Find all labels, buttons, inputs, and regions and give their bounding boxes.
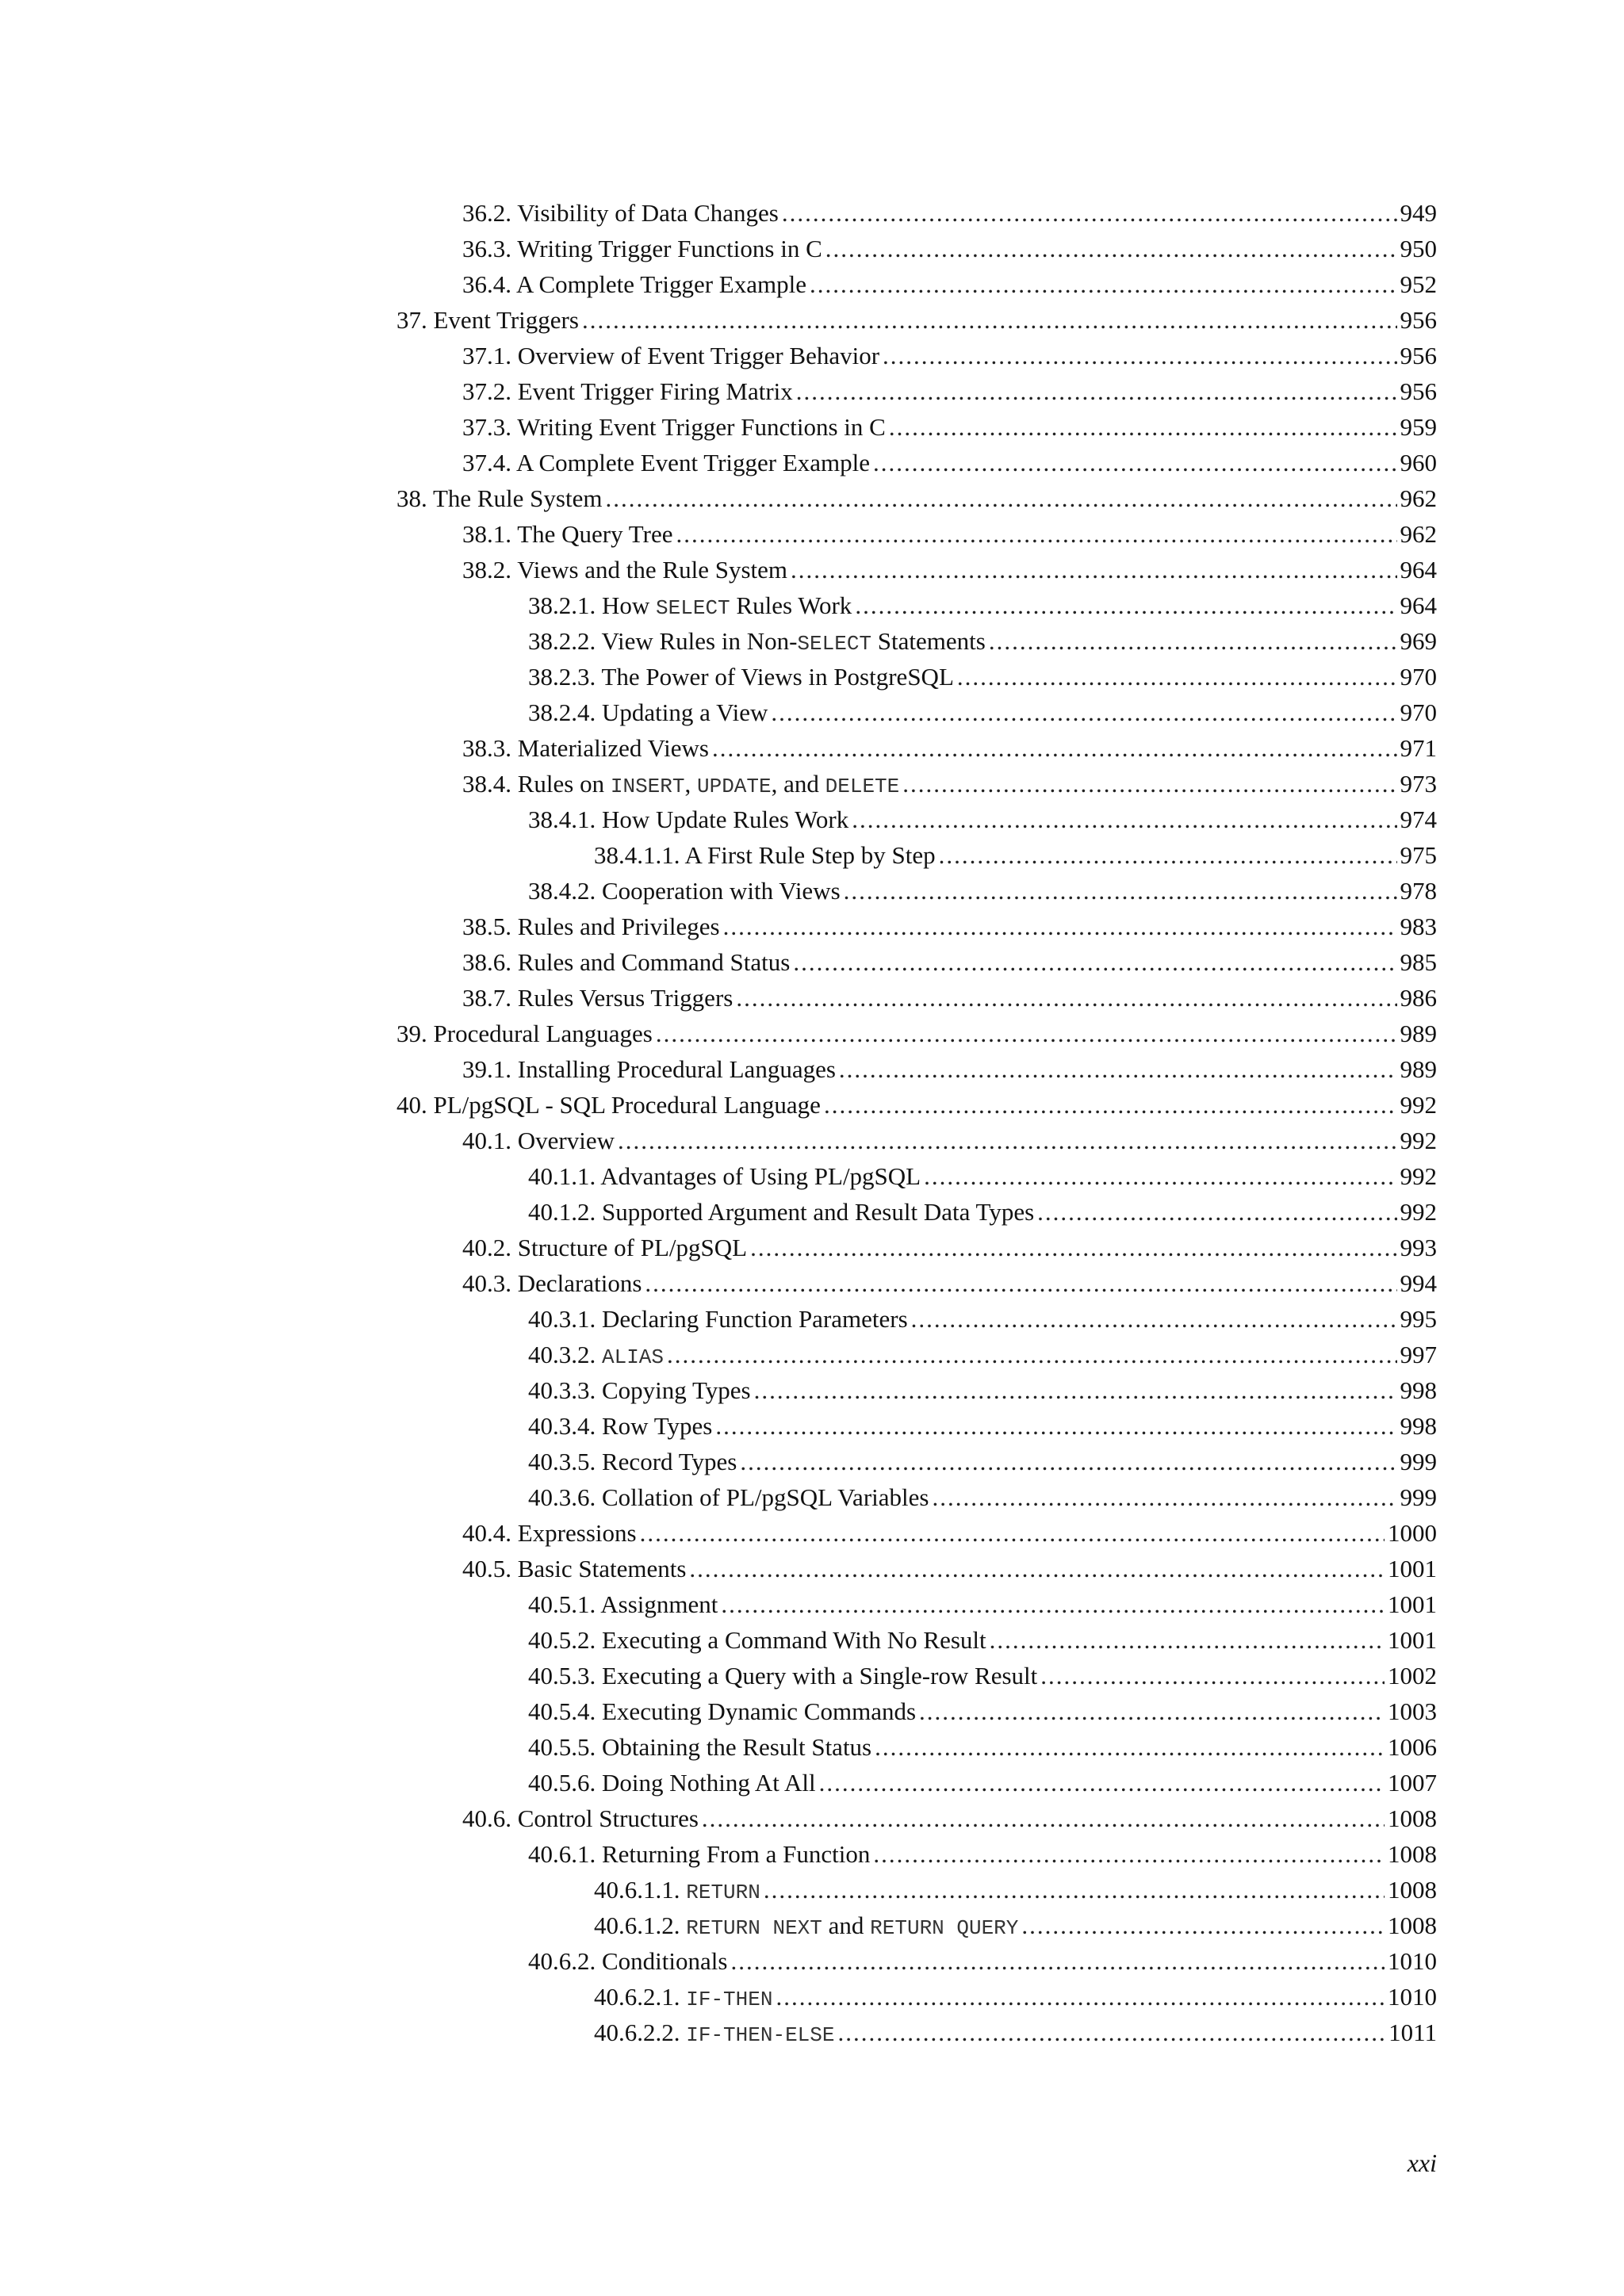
toc-code-literal: SELECT: [656, 596, 730, 620]
toc-entry[interactable]: [396, 1444, 1437, 1479]
toc-entry-title: [462, 1515, 637, 1551]
toc-title-text: 40.3. Declarations: [462, 1269, 642, 1297]
toc-title-text: 40. PL/pgSQL - SQL Procedural Language: [396, 1091, 821, 1119]
toc-entry[interactable]: [396, 837, 1437, 873]
toc-entry-title: [396, 480, 602, 516]
toc-entry[interactable]: [396, 302, 1437, 338]
toc-entry[interactable]: [396, 409, 1437, 445]
toc-title-text: 38.3. Materialized Views: [462, 734, 709, 762]
toc-title-text: 40.2. Structure of PL/pgSQL: [462, 1234, 748, 1261]
toc-page-number: 1010: [1388, 1947, 1437, 1975]
toc-entry[interactable]: [396, 1265, 1437, 1301]
toc-entry-title: [462, 552, 787, 587]
toc-page-number: 1008: [1388, 1804, 1437, 1832]
toc-code-literal: INSERT: [610, 775, 685, 798]
dot-leader: [750, 1230, 1396, 1265]
toc-entry[interactable]: [396, 873, 1437, 909]
toc-entry[interactable]: [396, 1729, 1437, 1765]
toc-entry-title: [462, 944, 790, 980]
toc-entry[interactable]: [396, 1230, 1437, 1265]
toc-title-text: 36.3. Writing Trigger Functions in C: [462, 235, 822, 262]
toc-entry-title: [528, 587, 852, 626]
toc-title-text: 40.3.3. Copying Types: [528, 1376, 751, 1404]
toc-page-number: 994: [1400, 1269, 1437, 1297]
toc-title-text: 40.5.2. Executing a Command With No Result: [528, 1626, 986, 1654]
toc-title-text: 40.1.2. Supported Argument and Result Data Types: [528, 1198, 1035, 1226]
toc-title-text: 40.3.6. Collation of PL/pgSQL Variables: [528, 1483, 929, 1511]
toc-entry-title: [462, 445, 870, 480]
toc-entry[interactable]: [396, 802, 1437, 837]
toc-title-text: 38.2.4. Updating a View: [528, 698, 768, 726]
toc-entry[interactable]: [396, 1872, 1437, 1908]
toc-entry[interactable]: [396, 1765, 1437, 1800]
toc-page-number: 960: [1400, 449, 1437, 476]
toc-title-text: 37. Event Triggers: [396, 306, 579, 334]
toc-entry-title: [528, 1943, 727, 1979]
toc-title-text: 38.2.2. View Rules in Non-: [528, 627, 798, 655]
toc-entry-title: [528, 1194, 1034, 1230]
dot-leader: [919, 1693, 1385, 1729]
toc-code-literal: SELECT: [797, 632, 872, 656]
dot-leader: [1021, 1908, 1385, 1943]
toc-page-number: 985: [1400, 948, 1437, 976]
dot-leader: [990, 1622, 1385, 1658]
toc-entry[interactable]: [396, 552, 1437, 587]
toc-title-text: 38.4.2. Cooperation with Views: [528, 877, 841, 905]
toc-page-number: 970: [1400, 663, 1437, 691]
toc-entry-title: [462, 1123, 615, 1158]
toc-entry-title: [528, 1729, 871, 1765]
toc-entry[interactable]: [396, 516, 1437, 552]
toc-page-number: 959: [1400, 413, 1437, 441]
toc-page-number: 1001: [1388, 1626, 1437, 1654]
toc-title-text: 40.6.1. Returning From a Function: [528, 1840, 871, 1868]
toc-entry[interactable]: [396, 266, 1437, 302]
toc-title-text: 37.1. Overview of Event Trigger Behavior: [462, 342, 880, 369]
toc-code-literal: DELETE: [825, 775, 900, 798]
toc-page-number: 956: [1400, 342, 1437, 369]
toc-title-text: 40.6.2.1.: [594, 1983, 687, 2011]
dot-leader: [902, 766, 1396, 802]
toc-page-number: 1011: [1388, 2019, 1437, 2046]
toc-entry-title: [462, 266, 806, 302]
toc-title-text: ,: [684, 770, 697, 798]
dot-leader: [702, 1800, 1385, 1836]
toc-page-number: 1003: [1388, 1697, 1437, 1725]
toc-entry-title: [528, 1408, 712, 1444]
toc-entry[interactable]: [396, 587, 1437, 623]
toc-page-number: 962: [1400, 484, 1437, 512]
toc-code-literal: UPDATE: [697, 775, 772, 798]
toc-title-text: 39. Procedural Languages: [396, 1020, 653, 1047]
toc-title-text: and: [822, 1911, 871, 1939]
toc-entry[interactable]: [396, 695, 1437, 730]
toc-entry-title: [528, 695, 768, 730]
toc-entry-title: [462, 516, 672, 552]
dot-leader: [771, 695, 1396, 730]
toc-entry-title: [462, 1265, 642, 1301]
toc-entry[interactable]: [396, 480, 1437, 516]
toc-entry[interactable]: [396, 623, 1437, 659]
toc-entry[interactable]: [396, 1301, 1437, 1337]
dot-leader: [791, 552, 1396, 587]
dot-leader: [889, 409, 1397, 445]
dot-leader: [989, 623, 1397, 659]
toc-entry[interactable]: [396, 1836, 1437, 1872]
toc-page-number: 986: [1400, 984, 1437, 1012]
dot-leader: [957, 659, 1397, 695]
toc-entry[interactable]: [396, 909, 1437, 944]
toc-title-text: 38.5. Rules and Privileges: [462, 913, 720, 940]
dot-leader: [715, 1408, 1396, 1444]
toc-title-text: Statements: [871, 627, 986, 655]
toc-entry[interactable]: [396, 1515, 1437, 1551]
toc-page-number: 964: [1400, 591, 1437, 619]
toc-entry[interactable]: [396, 659, 1437, 695]
dot-leader: [712, 730, 1397, 766]
toc-entry-title: [528, 802, 848, 837]
toc-title-text: 40.6.2. Conditionals: [528, 1947, 728, 1975]
toc-title-text: 38.2.1. How: [528, 591, 657, 619]
toc-entry[interactable]: [396, 445, 1437, 480]
toc-entry-title: [462, 1051, 836, 1087]
toc-entry-title: [594, 1979, 772, 2018]
toc-entry[interactable]: [396, 1979, 1437, 2015]
toc-title-text: 40.6.1.2.: [594, 1911, 687, 1939]
toc-code-literal: RETURN: [686, 1881, 760, 1904]
toc-title-text: 40.1. Overview: [462, 1127, 615, 1154]
toc-entry-title: [462, 373, 793, 409]
toc-title-text: 40.6.2.2.: [594, 2019, 687, 2046]
toc-entry-title: [594, 1872, 760, 1911]
toc-title-text: 40.3.2.: [528, 1341, 602, 1368]
toc-title-text: , and: [771, 770, 825, 798]
toc-entry[interactable]: [396, 1158, 1437, 1194]
toc-entry-title: [396, 1016, 653, 1051]
toc-entry-title: [528, 1836, 870, 1872]
toc-page-number: 971: [1400, 734, 1437, 762]
toc-entry-title: [396, 302, 579, 338]
toc-entry[interactable]: [396, 231, 1437, 266]
dot-leader: [618, 1123, 1397, 1158]
toc-entry-title: [528, 1693, 916, 1729]
toc-title-text: 40.3.1. Declaring Function Parameters: [528, 1305, 908, 1333]
toc-entry-title: [594, 2015, 834, 2053]
toc-entry[interactable]: [396, 1408, 1437, 1444]
dot-leader: [723, 909, 1397, 944]
dot-leader: [924, 1158, 1396, 1194]
toc-page-number: 989: [1400, 1020, 1437, 1047]
toc-entry[interactable]: [396, 338, 1437, 373]
dot-leader: [689, 1551, 1385, 1586]
toc-title-text: 38.6. Rules and Command Status: [462, 948, 791, 976]
toc-page-number: 992: [1400, 1091, 1437, 1119]
dot-leader: [939, 837, 1397, 873]
toc-entry[interactable]: [396, 1693, 1437, 1729]
toc-page-number: 970: [1400, 698, 1437, 726]
dot-leader: [883, 338, 1396, 373]
toc-page-number: 1008: [1388, 1876, 1437, 1904]
toc-page-number: 952: [1400, 270, 1437, 298]
toc-title-text: 38.2. Views and the Rule System: [462, 556, 788, 584]
toc-entry[interactable]: [396, 944, 1437, 980]
dot-leader: [796, 373, 1397, 409]
toc-title-text: 40.6. Control Structures: [462, 1804, 699, 1832]
dot-leader: [793, 944, 1396, 980]
toc-page-number: 993: [1400, 1234, 1437, 1261]
dot-leader: [844, 873, 1397, 909]
toc-code-literal: RETURN NEXT: [686, 1916, 822, 1940]
toc-entry-title: [462, 980, 733, 1016]
toc-title-text: Rules Work: [730, 591, 852, 619]
toc-entry[interactable]: [396, 1051, 1437, 1087]
toc-entry-title: [528, 1337, 664, 1376]
dot-leader: [656, 1016, 1397, 1051]
toc-entry-title: [462, 766, 899, 805]
toc-entry[interactable]: [396, 195, 1437, 231]
toc-page-number: 956: [1400, 306, 1437, 334]
toc-page-number: 989: [1400, 1055, 1437, 1083]
dot-leader: [764, 1872, 1385, 1908]
toc-entry-title: [462, 1230, 747, 1265]
toc-title-text: 39.1. Installing Procedural Languages: [462, 1055, 836, 1083]
toc-code-literal: IF-THEN-ELSE: [686, 2023, 835, 2047]
toc-page-number: 1007: [1388, 1769, 1437, 1797]
toc-entry[interactable]: [396, 1337, 1437, 1372]
toc-entry-title: [462, 1800, 699, 1836]
toc-entry-title: [462, 231, 822, 266]
toc-code-literal: RETURN QUERY: [870, 1916, 1019, 1940]
toc-title-text: 38.4.1. How Update Rules Work: [528, 806, 849, 833]
dot-leader: [852, 802, 1396, 837]
toc-title-text: 40.5.1. Assignment: [528, 1590, 718, 1618]
toc-entry[interactable]: [396, 1658, 1437, 1693]
toc-title-text: 38. The Rule System: [396, 484, 603, 512]
toc-page-number: 1008: [1388, 1911, 1437, 1939]
toc-page-number: 969: [1400, 627, 1437, 655]
toc-title-text: 40.6.1.1.: [594, 1876, 687, 1904]
toc-entry-title: [594, 1908, 1018, 1946]
toc-page-number: 992: [1400, 1162, 1437, 1190]
dot-leader: [782, 195, 1397, 231]
toc-entry-title: [528, 623, 986, 662]
toc-page-number: 1001: [1388, 1590, 1437, 1618]
toc-page-number: 1000: [1388, 1519, 1437, 1547]
dot-leader: [605, 480, 1396, 516]
toc-page-number: 962: [1400, 520, 1437, 548]
toc-entry-title: [528, 1372, 751, 1408]
toc-page-number: 1006: [1388, 1733, 1437, 1761]
dot-leader: [873, 445, 1396, 480]
dot-leader: [932, 1479, 1396, 1515]
toc-entry[interactable]: [396, 1622, 1437, 1658]
toc-entry-title: [528, 1658, 1037, 1693]
toc-page-number: 956: [1400, 377, 1437, 405]
toc-page-number: 949: [1400, 199, 1437, 227]
toc-page-number: 964: [1400, 556, 1437, 584]
dot-leader: [640, 1515, 1385, 1551]
toc-entry-title: [528, 1479, 929, 1515]
toc-entry-title: [528, 1301, 908, 1337]
toc-page-number: 999: [1400, 1483, 1437, 1511]
toc-entry[interactable]: [396, 1479, 1437, 1515]
toc-title-text: 38.4.1.1. A First Rule Step by Step: [594, 841, 936, 869]
toc-title-text: 40.3.5. Record Types: [528, 1448, 737, 1475]
toc-title-text: 40.5.4. Executing Dynamic Commands: [528, 1697, 917, 1725]
toc-title-text: 40.1.1. Advantages of Using PL/pgSQL: [528, 1162, 921, 1190]
toc-entry-title: [462, 195, 779, 231]
toc-entry-title: [528, 659, 954, 695]
dot-leader: [911, 1301, 1397, 1337]
toc-entry-title: [462, 338, 879, 373]
toc-title-text: 38.2.3. The Power of Views in PostgreSQL: [528, 663, 954, 691]
toc-entry-title: [528, 1444, 737, 1479]
dot-leader: [754, 1372, 1397, 1408]
dot-leader: [825, 231, 1397, 266]
toc-entry-title: [462, 1551, 686, 1586]
toc-title-text: 40.5.5. Obtaining the Result Status: [528, 1733, 872, 1761]
toc-entry-title: [528, 1158, 921, 1194]
toc-page-number: 973: [1400, 770, 1437, 798]
dot-leader: [875, 1729, 1385, 1765]
dot-leader: [736, 980, 1396, 1016]
dot-leader: [855, 587, 1396, 623]
toc-title-text: 40.4. Expressions: [462, 1519, 637, 1547]
dot-leader: [721, 1586, 1385, 1622]
toc-title-text: 40.3.4. Row Types: [528, 1412, 713, 1440]
toc-page-number: 992: [1400, 1127, 1437, 1154]
dot-leader: [645, 1265, 1396, 1301]
toc-page-number: 1008: [1388, 1840, 1437, 1868]
toc-page-number: 983: [1400, 913, 1437, 940]
toc-entry[interactable]: [396, 1194, 1437, 1230]
dot-leader: [873, 1836, 1385, 1872]
toc-entry[interactable]: [396, 1372, 1437, 1408]
dot-leader: [582, 302, 1397, 338]
dot-leader: [837, 2015, 1385, 2050]
toc-entry[interactable]: [396, 1123, 1437, 1158]
toc-entry[interactable]: [396, 2015, 1437, 2050]
dot-leader: [1037, 1194, 1396, 1230]
toc-page-number: 950: [1400, 235, 1437, 262]
toc-entry-title: [462, 909, 720, 944]
toc-page-number: 995: [1400, 1305, 1437, 1333]
toc-title-text: 37.4. A Complete Event Trigger Example: [462, 449, 871, 476]
toc-title-text: 40.5.3. Executing a Query with a Single-row Result: [528, 1662, 1038, 1689]
toc-entry-title: [462, 409, 886, 445]
dot-leader: [839, 1051, 1397, 1087]
dot-leader: [676, 516, 1396, 552]
toc-entry[interactable]: [396, 1800, 1437, 1836]
toc-page-number: 975: [1400, 841, 1437, 869]
toc-title-text: 40.5.6. Doing Nothing At All: [528, 1769, 816, 1797]
dot-leader: [730, 1943, 1385, 1979]
toc-page-number: 997: [1400, 1341, 1437, 1368]
table-of-contents: [396, 195, 1437, 2050]
toc-page-number: 999: [1400, 1448, 1437, 1475]
toc-entry[interactable]: [396, 373, 1437, 409]
dot-leader: [824, 1087, 1397, 1123]
toc-page-number: 978: [1400, 877, 1437, 905]
toc-title-text: 38.7. Rules Versus Triggers: [462, 984, 733, 1012]
toc-entry-title: [528, 1586, 718, 1622]
toc-entry[interactable]: [396, 980, 1437, 1016]
toc-entry[interactable]: [396, 766, 1437, 802]
toc-entry[interactable]: [396, 1016, 1437, 1051]
toc-entry-title: [528, 873, 841, 909]
toc-page-number: 992: [1400, 1198, 1437, 1226]
toc-title-text: 36.4. A Complete Trigger Example: [462, 270, 806, 298]
toc-entry[interactable]: [396, 1586, 1437, 1622]
toc-title-text: 40.5. Basic Statements: [462, 1555, 687, 1582]
dot-leader: [1040, 1658, 1385, 1693]
toc-entry[interactable]: [396, 1087, 1437, 1123]
dot-leader: [776, 1979, 1385, 2015]
toc-page-number: 974: [1400, 806, 1437, 833]
dot-leader: [810, 266, 1397, 302]
toc-title-text: 37.2. Event Trigger Firing Matrix: [462, 377, 793, 405]
toc-code-literal: IF-THEN: [686, 1988, 773, 2011]
toc-entry-title: [528, 1622, 986, 1658]
toc-entry[interactable]: [396, 1908, 1437, 1943]
toc-entry-title: [528, 1765, 816, 1800]
toc-title-text: 36.2. Visibility of Data Changes: [462, 199, 779, 227]
toc-entry-title: [462, 730, 709, 766]
dot-leader: [740, 1444, 1396, 1479]
toc-code-literal: ALIAS: [602, 1345, 665, 1369]
toc-page-number: 1001: [1388, 1555, 1437, 1582]
toc-entry-title: [396, 1087, 821, 1123]
toc-entry[interactable]: [396, 1943, 1437, 1979]
dot-leader: [819, 1765, 1385, 1800]
toc-page-number: 1002: [1388, 1662, 1437, 1689]
toc-page-number: 1010: [1388, 1983, 1437, 2011]
page-number: xxi: [1407, 2149, 1437, 2177]
toc-entry[interactable]: [396, 1551, 1437, 1586]
toc-page-number: 998: [1400, 1412, 1437, 1440]
toc-entry-title: [594, 837, 936, 873]
toc-title-text: 37.3. Writing Event Trigger Functions in C: [462, 413, 886, 441]
toc-page-number: 998: [1400, 1376, 1437, 1404]
toc-title-text: 38.4. Rules on: [462, 770, 611, 798]
toc-entry[interactable]: [396, 730, 1437, 766]
dot-leader: [667, 1337, 1396, 1372]
toc-title-text: 38.1. The Query Tree: [462, 520, 673, 548]
